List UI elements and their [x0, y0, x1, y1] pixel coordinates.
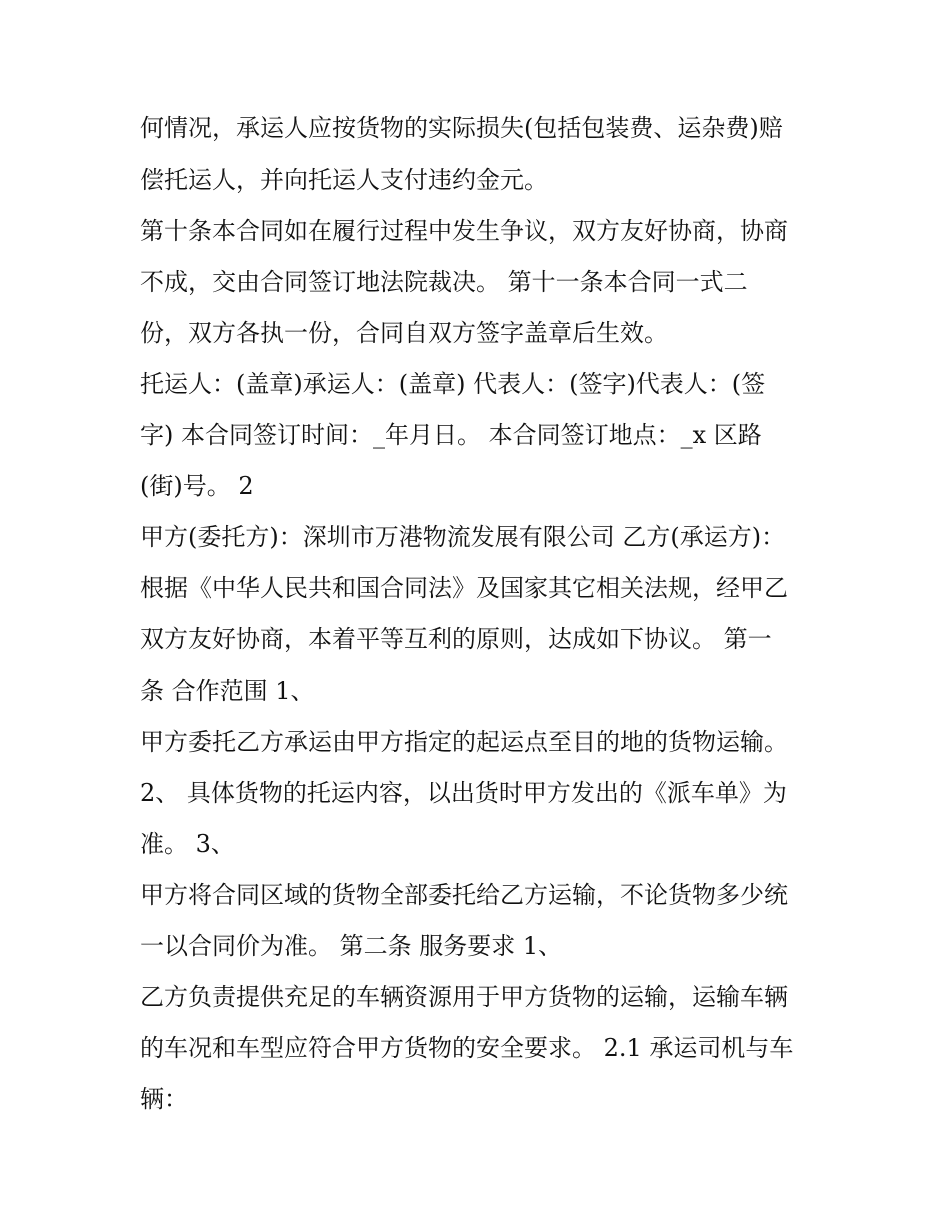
text-line: 准。 3、	[140, 830, 235, 858]
text-line: 字) 本合同签订时间：_年月日。 本合同签订地点：_x 区路	[140, 421, 762, 449]
text-line: 第十条本合同如在履行过程中发生争议，双方友好协商，协商	[140, 217, 788, 245]
text-line: 辆：	[140, 1085, 188, 1113]
text-line: 不成，交由合同签订地法院裁决。 第十一条本合同一式二	[140, 268, 748, 296]
text-line: 托运人：(盖章)承运人：(盖章) 代表人：(签字)代表人：(签	[140, 370, 766, 398]
text-line: 何情况，承运人应按货物的实际损失(包括包装费、运杂费)赔	[140, 114, 783, 142]
text-line: 的车况和车型应符合甲方货物的安全要求。 2.1 承运司机与车	[140, 1034, 794, 1062]
text-line: 甲方(委托方)：深圳市万港物流发展有限公司 乙方(承运方)：	[140, 523, 786, 551]
text-line: 条 合作范围 1、	[140, 677, 315, 705]
text-line: 甲方将合同区域的货物全部委托给乙方运输，不论货物多少统	[140, 881, 788, 909]
text-line: 甲方委托乙方承运由甲方指定的起运点至目的地的货物运输。	[140, 728, 788, 756]
text-line: 乙方负责提供充足的车辆资源用于甲方货物的运输，运输车辆	[140, 983, 788, 1011]
text-line: 根据《中华人民共和国合同法》及国家其它相关法规，经甲乙	[140, 574, 788, 602]
text-line: 偿托运人，并向托运人支付违约金元。	[140, 166, 548, 194]
text-line: (街)号。 2	[140, 472, 254, 500]
text-line: 双方友好协商，本着平等互利的原则，达成如下协议。 第一	[140, 625, 772, 653]
text-line: 一以合同价为准。 第二条 服务要求 1、	[140, 932, 563, 960]
text-line: 2、 具体货物的托运内容，以出货时甲方发出的《派车单》为	[140, 779, 787, 807]
text-line: 份，双方各执一份，合同自双方签字盖章后生效。	[140, 319, 668, 347]
